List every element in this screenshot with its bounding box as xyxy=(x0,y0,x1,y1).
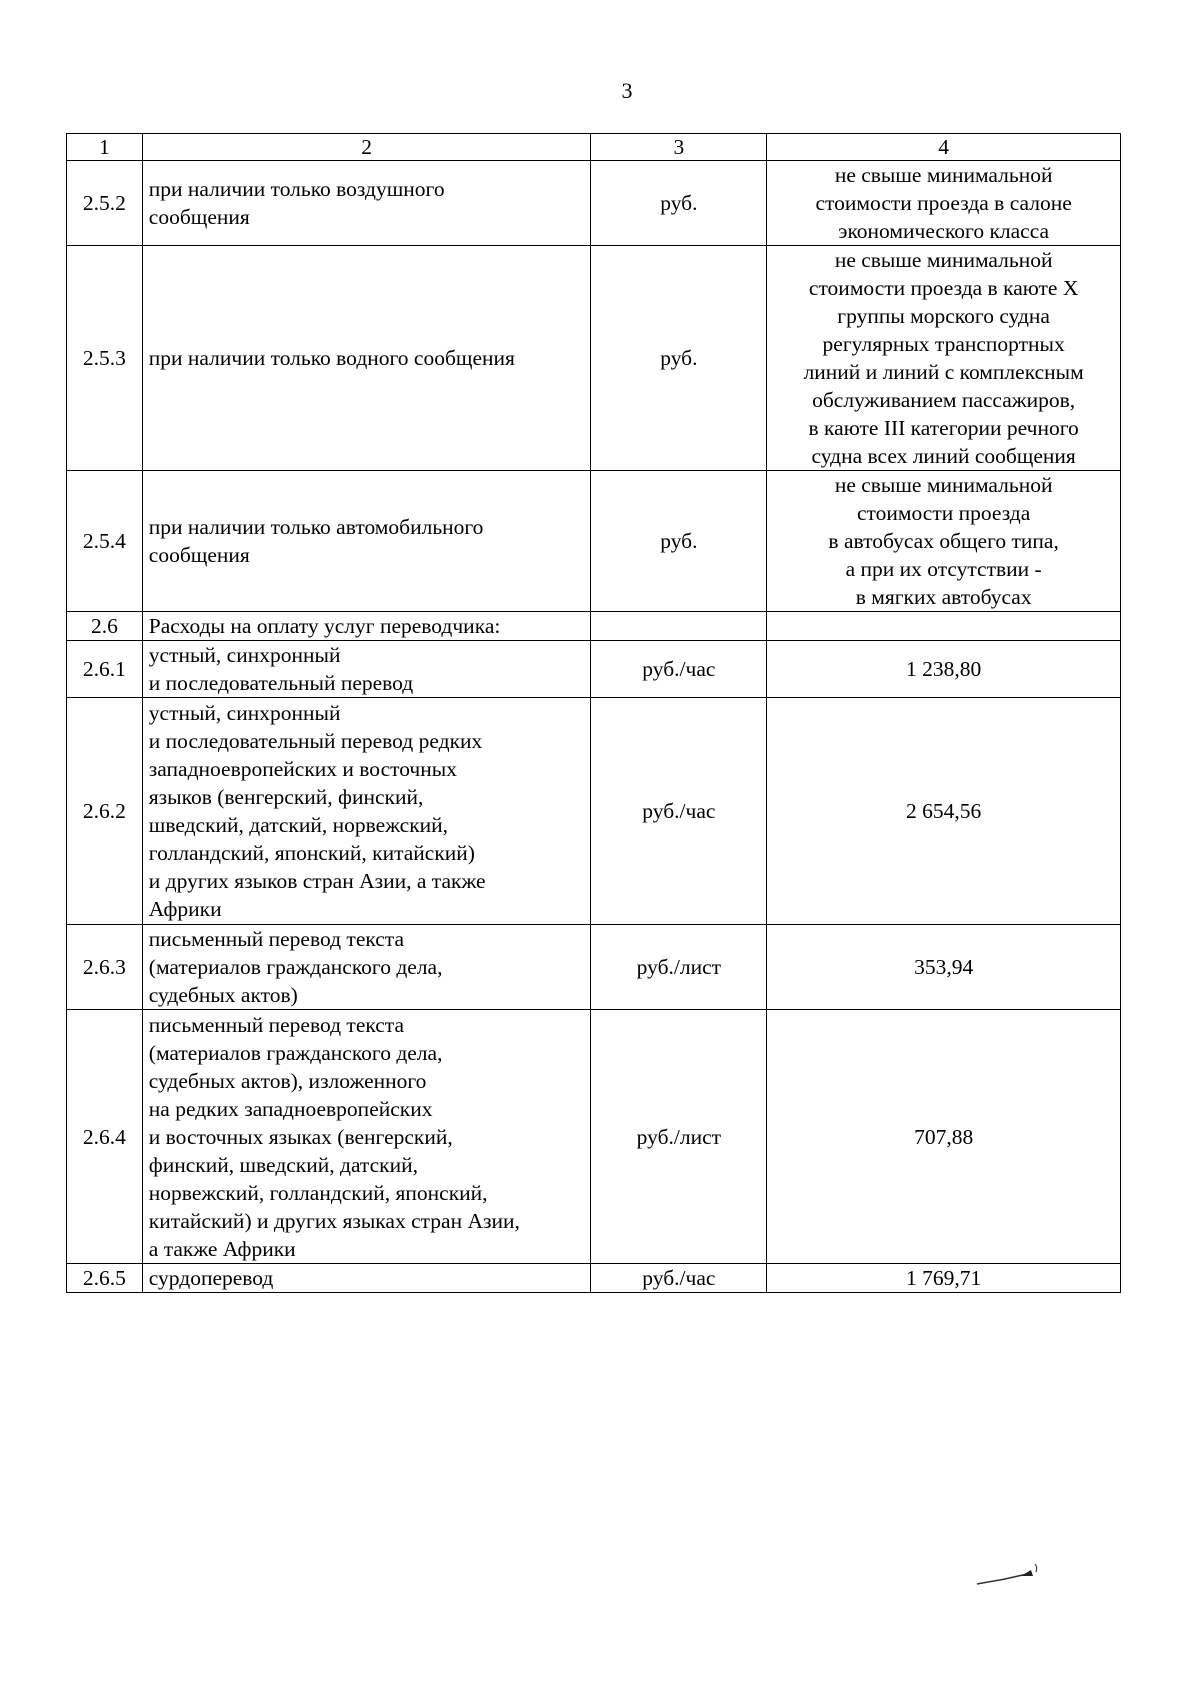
row-number: 2.6.2 xyxy=(67,698,143,925)
row-value: 1 769,71 xyxy=(767,1264,1121,1293)
table-row xyxy=(67,698,1121,925)
row-name: устный, синхронный и последовательный перевод xyxy=(142,641,591,698)
row-name: письменный перевод текста (материалов гражданского дела, судебных актов), изложенного на редких западноевропейских и восточных языках (венгерский, финский, шведский, датский, норвежский, голландский, японский, китайский) и других языках стран Азии, а также Африки xyxy=(142,1010,591,1264)
row-number: 2.6.3 xyxy=(67,925,143,1010)
header-cell-3: 3 xyxy=(591,134,767,161)
header-cell-1: 1 xyxy=(67,134,143,161)
row-unit: руб. xyxy=(591,246,767,471)
table-row xyxy=(67,1264,1121,1293)
row-value: 1 238,80 xyxy=(767,641,1121,698)
row-name: при наличии только автомобильного сообщения xyxy=(142,471,591,612)
row-name: письменный перевод текста (материалов гражданского дела, судебных актов) xyxy=(142,925,591,1010)
row-value: 353,94 xyxy=(767,925,1121,1010)
signature-mark xyxy=(975,1560,1045,1590)
row-unit: руб./лист xyxy=(591,925,767,1010)
table-row xyxy=(67,612,1121,641)
row-value: не свыше минимальной стоимости проезда в автобусах общего типа, а при их отсутствии - в мягких автобусах xyxy=(767,471,1121,612)
row-name: Расходы на оплату услуг переводчика: xyxy=(142,612,591,641)
row-unit: руб./час xyxy=(591,641,767,698)
row-value: 707,88 xyxy=(767,1010,1121,1264)
row-number: 2.6.4 xyxy=(67,1010,143,1264)
table-row xyxy=(67,161,1121,246)
row-name: при наличии только воздушного сообщения xyxy=(142,161,591,246)
row-unit: руб./час xyxy=(591,1264,767,1293)
table-row xyxy=(67,246,1121,471)
header-cell-2: 2 xyxy=(142,134,591,161)
row-number: 2.6.5 xyxy=(67,1264,143,1293)
row-unit: руб./лист xyxy=(591,1010,767,1264)
row-number: 2.6.1 xyxy=(67,641,143,698)
header-row xyxy=(67,134,1121,161)
row-unit: руб./час xyxy=(591,698,767,925)
row-unit xyxy=(591,612,767,641)
row-value: не свыше минимальной стоимости проезда в каюте X группы морского судна регулярных транспортных линий и линий с комплексным обслуживанием пассажиров, в каюте III категории речного судна всех линий сообщения xyxy=(767,246,1121,471)
header-cell-4: 4 xyxy=(767,134,1121,161)
tariff-table xyxy=(66,133,1121,1293)
row-number: 2.5.3 xyxy=(67,246,143,471)
row-name: сурдоперевод xyxy=(142,1264,591,1293)
row-number: 2.5.4 xyxy=(67,471,143,612)
row-number: 2.5.2 xyxy=(67,161,143,246)
row-name: при наличии только водного сообщения xyxy=(142,246,591,471)
table-row xyxy=(67,925,1121,1010)
row-value xyxy=(767,612,1121,641)
row-name: устный, синхронный и последовательный перевод редких западноевропейских и восточных языков (венгерский, финский, шведский, датский, норвежский, голландский, японский, китайский) и других языков стран Азии, а также Африки xyxy=(142,698,591,925)
row-value: 2 654,56 xyxy=(767,698,1121,925)
table-row xyxy=(67,1010,1121,1264)
row-unit: руб. xyxy=(591,471,767,612)
row-unit: руб. xyxy=(591,161,767,246)
row-number: 2.6 xyxy=(67,612,143,641)
table-row xyxy=(67,641,1121,698)
row-value: не свыше минимальной стоимости проезда в салоне экономического класса xyxy=(767,161,1121,246)
page-number: 3 xyxy=(621,78,633,103)
table-row xyxy=(67,471,1121,612)
